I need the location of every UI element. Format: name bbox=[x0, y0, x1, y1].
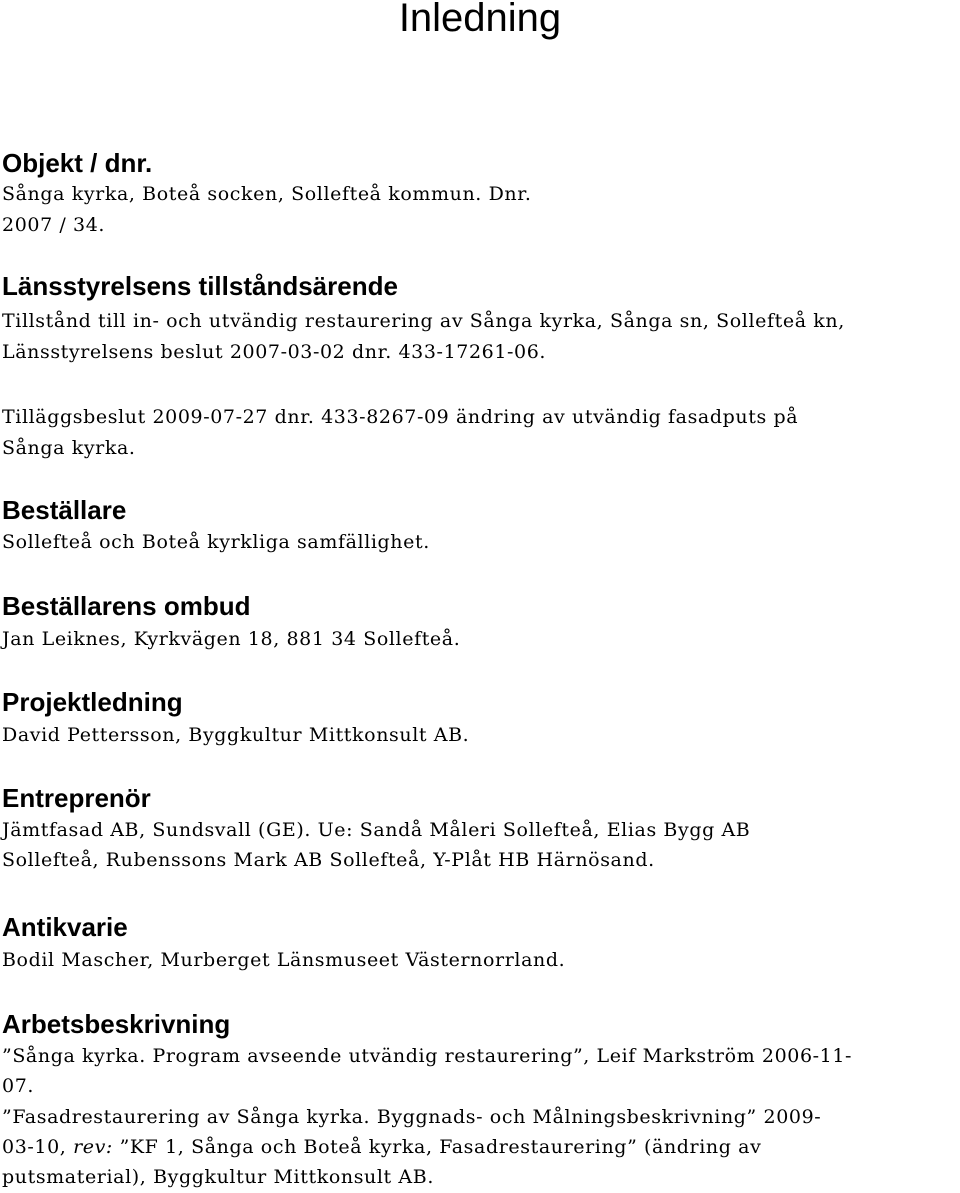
section-heading-bestallare: Beställare bbox=[2, 495, 127, 525]
section-text-line: Sollefteå, Rubenssons Mark AB Sollefteå, Y-Plåt HB Härnösand. bbox=[2, 849, 655, 871]
section-text-line: 07. bbox=[2, 1075, 35, 1097]
section-text-line: Sånga kyrka, Boteå socken, Sollefteå kommun. Dnr. bbox=[2, 183, 532, 205]
section-heading-antikvarie: Antikvarie bbox=[2, 912, 128, 942]
section-text-line: Sollefteå och Boteå kyrkliga samfällighet. bbox=[2, 531, 430, 553]
section-text-line: putsmaterial), Byggkultur Mittkonsult AB. bbox=[2, 1166, 434, 1188]
section-text-line: Länsstyrelsens beslut 2007-03-02 dnr. 433-17261-06. bbox=[2, 341, 547, 363]
section-text-line bbox=[2, 1132, 761, 1163]
section-text-line: Jan Leiknes, Kyrkvägen 18, 881 34 Sollefteå. bbox=[2, 628, 461, 650]
date-fragment: 03-10, bbox=[2, 1136, 67, 1158]
section-text-line: ”Fasadrestaurering av Sånga kyrka. Byggnads- och Målningsbeskrivning” 2009- bbox=[2, 1106, 822, 1128]
section-heading-entreprenor: Entreprenör bbox=[2, 783, 151, 813]
revision-label: rev: bbox=[73, 1136, 113, 1158]
section-text-line: ”Sånga kyrka. Program avseende utvändig restaurering”, Leif Markström 2006-11- bbox=[2, 1045, 853, 1067]
section-text-line: Sånga kyrka. bbox=[2, 437, 136, 459]
section-heading-projektledning: Projektledning bbox=[2, 687, 183, 717]
section-text-line: Tilläggsbeslut 2009-07-27 dnr. 433-8267-09 ändring av utvändig fasadputs på bbox=[2, 406, 799, 428]
section-heading-bestallarens-ombud: Beställarens ombud bbox=[2, 591, 251, 621]
section-text-line: Tillstånd till in- och utvändig restaurering av Sånga kyrka, Sånga sn, Sollefteå kn, bbox=[2, 310, 845, 332]
section-heading-objekt: Objekt / dnr. bbox=[2, 148, 153, 178]
section-text-line: David Pettersson, Byggkultur Mittkonsult AB. bbox=[2, 724, 470, 746]
revision-text: ”KF 1, Sånga och Boteå kyrka, Fasadrestaurering” (ändring av bbox=[119, 1136, 762, 1158]
section-heading-lansstyrelsen: Länsstyrelsens tillståndsärende bbox=[2, 271, 398, 301]
section-text-line: Bodil Mascher, Murberget Länsmuseet Västernorrland. bbox=[2, 949, 566, 971]
section-text-line: Jämtfasad AB, Sundsvall (GE). Ue: Sandå Måleri Sollefteå, Elias Bygg AB bbox=[2, 819, 751, 841]
section-heading-arbetsbeskrivning: Arbetsbeskrivning bbox=[2, 1009, 231, 1039]
page-title: Inledning bbox=[398, 0, 562, 40]
section-text-line: 2007 / 34. bbox=[2, 214, 106, 236]
